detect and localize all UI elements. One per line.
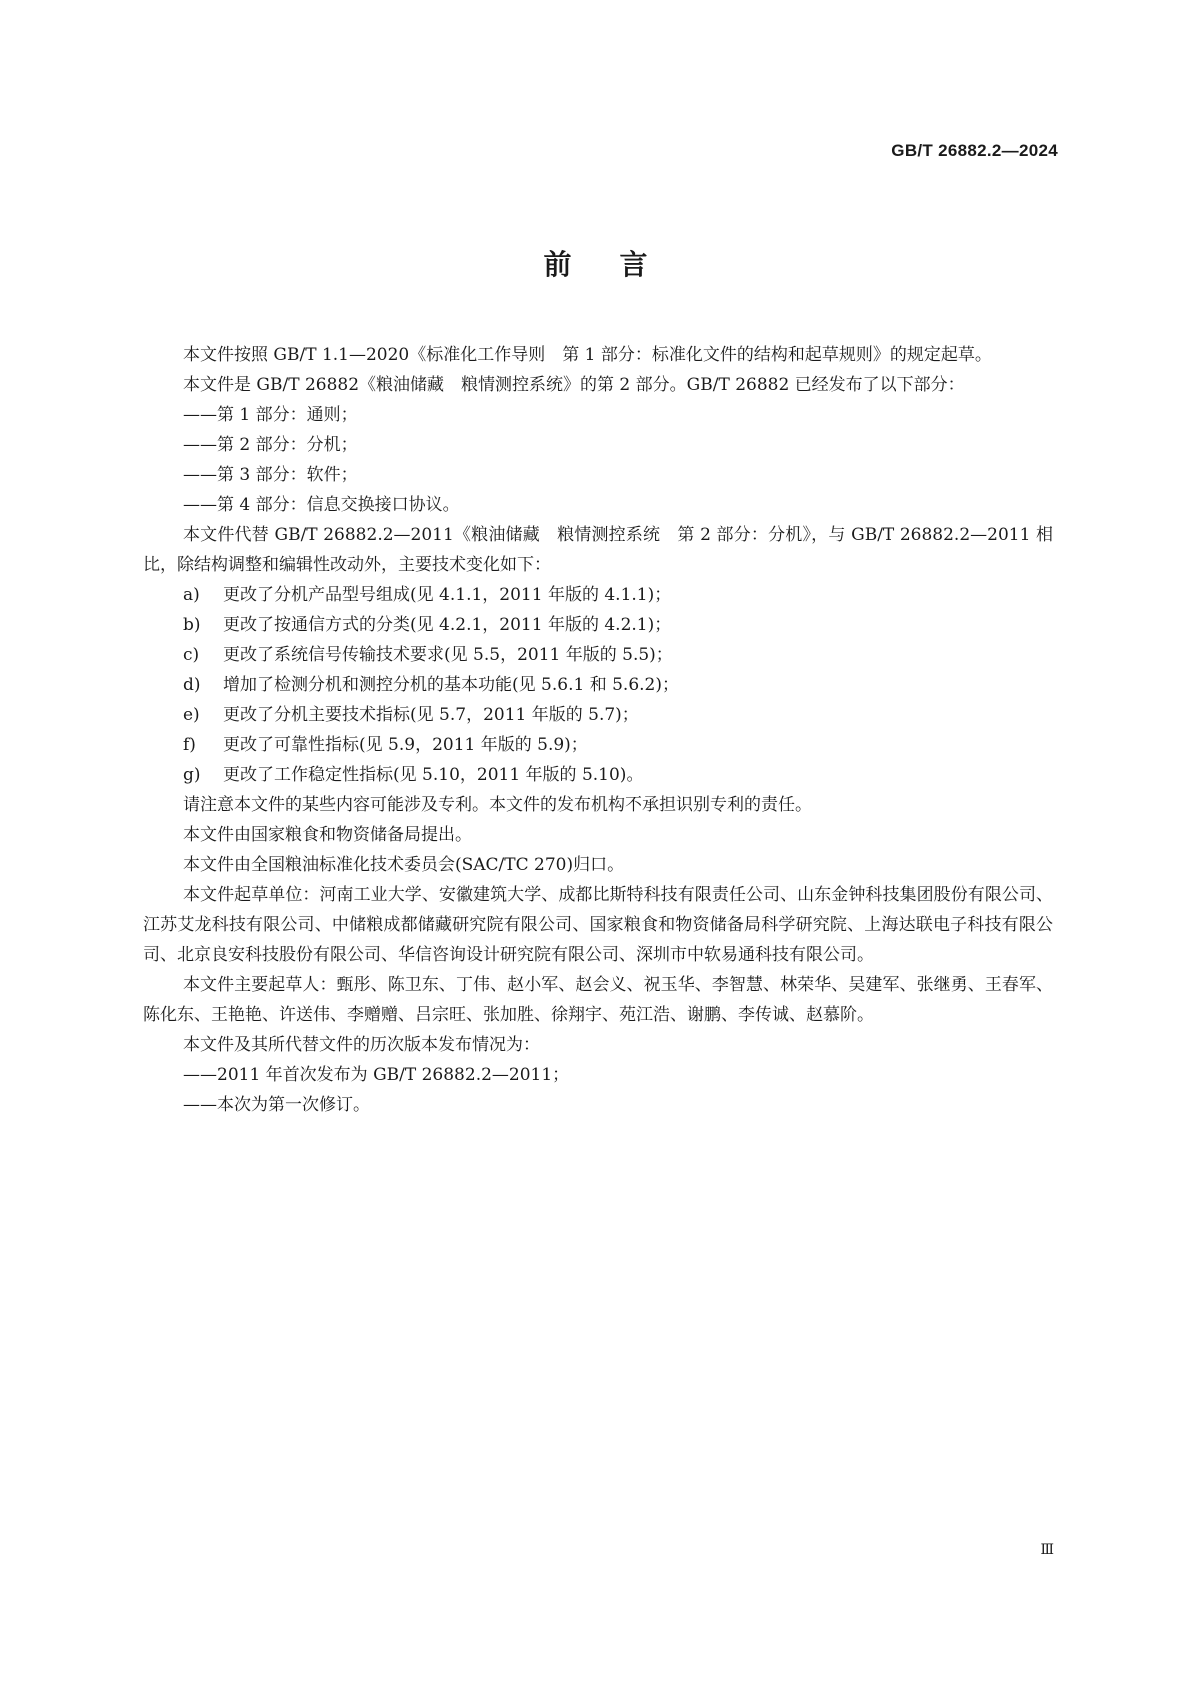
paragraph-drafting-units: 本文件起草单位：河南工业大学、安徽建筑大学、成都比斯特科技有限责任公司、山东金钟科技集团股份有限公司、江苏艾龙科技有限公司、中储粮成都储藏研究院有限公司、国家粮食和物资储备局科学研究院、上海达联电子科技有限公司、北京良安科技股份有限公司、华信咨询设计研究院有限公司、深圳市中软易通科技有限公司。 [143,885,1053,965]
list-item-label: a) [183,585,200,605]
list-item-change [143,700,1053,730]
page-title: 前言 [543,248,696,281]
paragraph-committee: 本文件由全国粮油标准化技术委员会(SAC/TC 270)归口。 [183,855,625,875]
list-item-part: ——第 3 部分：软件； [183,465,358,485]
page-number: Ⅲ [1040,1542,1054,1558]
list-item-text: 更改了按通信方式的分类(见 4.2.1，2011 年版的 4.2.1)； [223,615,672,635]
list-item-change [143,640,1053,670]
list-item-change [143,610,1053,640]
list-item-label: g) [183,765,201,785]
paragraph-replacement: 本文件代替 GB/T 26882.2—2011《粮油储藏 粮情测控系统 第 2 部分：分机》，与 GB/T 26882.2—2011 相比，除结构调整和编辑性改动外，主要技术变化如下： [143,525,1053,575]
list-item-label: f) [183,735,196,755]
list-item-history: ——2011 年首次发布为 GB/T 26882.2—2011； [183,1065,570,1085]
list-item-label: e) [183,705,200,725]
list-item-part: ——第 2 部分：分机； [183,435,358,455]
standard-number: GB/T 26882.2—2024 [891,141,1058,160]
list-item-label: d) [183,675,201,695]
paragraph-history-intro: 本文件及其所代替文件的历次版本发布情况为： [183,1035,540,1055]
list-item-part: ——第 1 部分：通则； [183,405,358,425]
paragraph-proposer: 本文件由国家粮食和物资储备局提出。 [183,825,472,845]
list-item-text: 更改了分机产品型号组成(见 4.1.1，2011 年版的 4.1.1)； [223,585,672,605]
list-item-change [143,760,1053,790]
foreword-body [143,340,1053,1120]
list-item-history: ——本次为第一次修订。 [183,1095,370,1115]
list-item-change [143,670,1053,700]
paragraph-drafters: 本文件主要起草人：甄彤、陈卫东、丁伟、赵小军、赵会义、祝玉华、李智慧、林荣华、吴建军、张继勇、王春军、陈化东、王艳艳、许送伟、李赠赠、吕宗旺、张加胜、徐翔宇、苑江浩、谢鹏、李传诚、赵慕阶。 [143,975,1053,1025]
paragraph-drafting-rules: 本文件按照 GB/T 1.1—2020《标准化工作导则 第 1 部分：标准化文件的结构和起草规则》的规定起草。 [183,345,992,365]
list-item-change [143,580,1053,610]
list-item-text: 更改了系统信号传输技术要求(见 5.5，2011 年版的 5.5)； [223,645,673,665]
list-item-part: ——第 4 部分：信息交换接口协议。 [183,495,460,515]
list-item-text: 增加了检测分机和测控分机的基本功能(见 5.6.1 和 5.6.2)； [223,675,679,695]
paragraph-series-intro: 本文件是 GB/T 26882《粮油储藏 粮情测控系统》的第 2 部分。GB/T 26882 已经发布了以下部分： [183,375,965,395]
list-item-text: 更改了分机主要技术指标(见 5.7，2011 年版的 5.7)； [223,705,639,725]
list-item-change [143,730,1053,760]
list-item-text: 更改了可靠性指标(见 5.9，2011 年版的 5.9)； [223,735,588,755]
list-item-text: 更改了工作稳定性指标(见 5.10，2011 年版的 5.10)。 [223,765,644,785]
paragraph-patent-notice: 请注意本文件的某些内容可能涉及专利。本文件的发布机构不承担识别专利的责任。 [183,795,812,815]
list-item-label: c) [183,645,200,665]
list-item-label: b) [183,615,201,635]
